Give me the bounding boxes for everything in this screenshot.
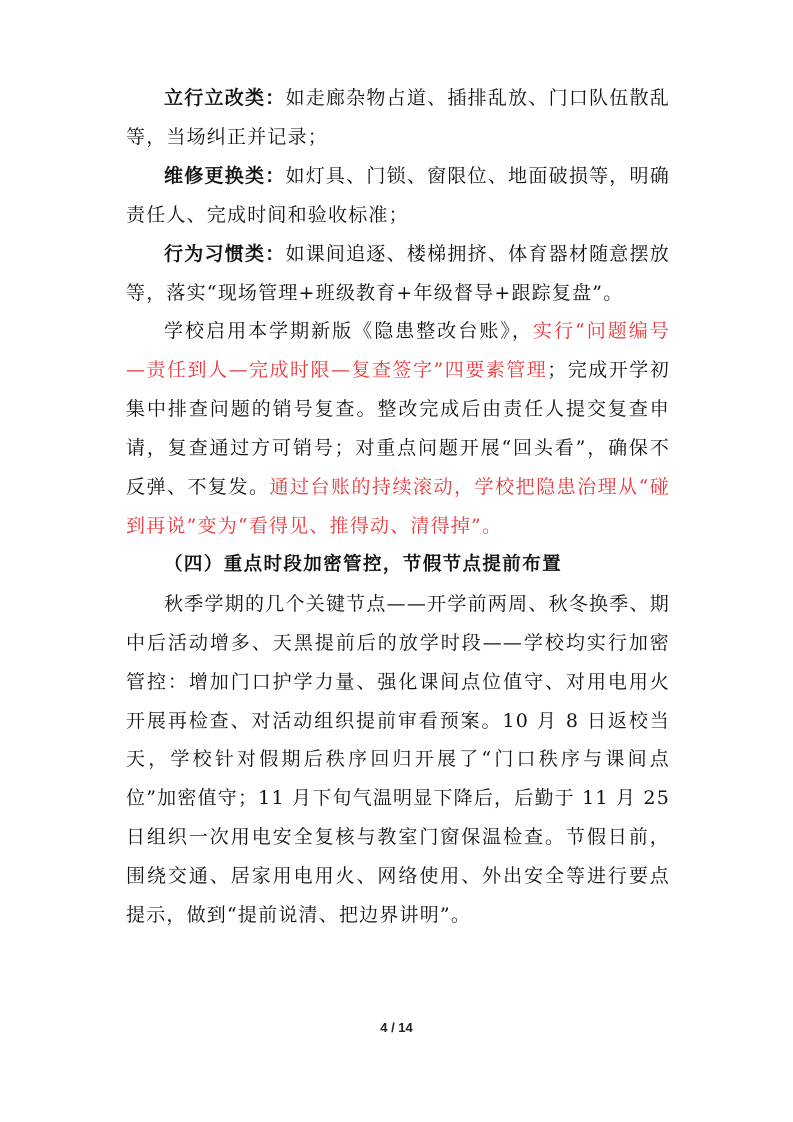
section-heading: （四）重点时段加密管控，节假节点提前布置 [164,553,563,575]
category-label-behavior-habits: 行为习惯类： [164,242,286,265]
paragraph-ledger [126,312,670,545]
paragraph-repair-replace [126,157,670,235]
category-text-immediate-fix: 如走廊杂物占道、插排乱放、门口队伍散乱等，当场纠正并记录； [126,87,670,148]
category-label-immediate-fix: 立行立改类： [164,87,286,109]
category-label-repair-replace: 维修更换类： [164,164,286,187]
category-text-repair-replace: 如灯具、门锁、窗限位、地面破损等，明确责任人、完成时间和验收标准； [126,164,670,226]
category-text-behavior-habits: 如课间追逐、楼梯拥挤、体育器材随意摆放等，落实“现场管理+班级教育+年级督导+跟踪复盘”。 [126,242,670,304]
ledger-highlight-conclusion: 通过台账的持续滚动，学校把隐患治理从“碰到再说”变为“看得见、推得动、清得掉”。 [126,476,671,537]
ledger-highlight-four-elements: 实行“问题编号—责任到人—完成时限—复查签字”四要素管理 [126,320,670,382]
paragraph-behavior-habits [126,235,670,313]
paragraph-immediate-fix [126,79,670,157]
ledger-text-intro: 学校启用本学期新版《隐患整改台账》， [164,320,533,343]
ledger-text-review: ；完成开学初集中排查问题的销号复查。整改完成后由责任人提交复查申请，复查通过方可销号；对重点问题开展“回头看”，确保不反弹、不复发。 [126,359,670,499]
page-number: 4 / 14 [380,1020,413,1035]
document-body [126,79,670,935]
paragraph-key-periods: 秋季学期的几个关键节点——开学前两周、秋冬换季、期中后活动增多、天黑提前后的放学时段——学校均实行加密管控：增加门口护学力量、强化课间点位值守、对用电用火开展再检查、对活动组织提前审看预案。10 月 8 日返校当天，学校针对假期后秩序回归开展了“门口秩序与课间点位”加密值守；11 月下旬气温明显下降后，后勤于 11 月 25 日组织一次用电安全复核与教室门窗保温检查。节假日前，围绕交通、居家用电用火、网络使用、外出安全等进行要点提示，做到“提前说清、把边界讲明”。 [126,592,670,927]
